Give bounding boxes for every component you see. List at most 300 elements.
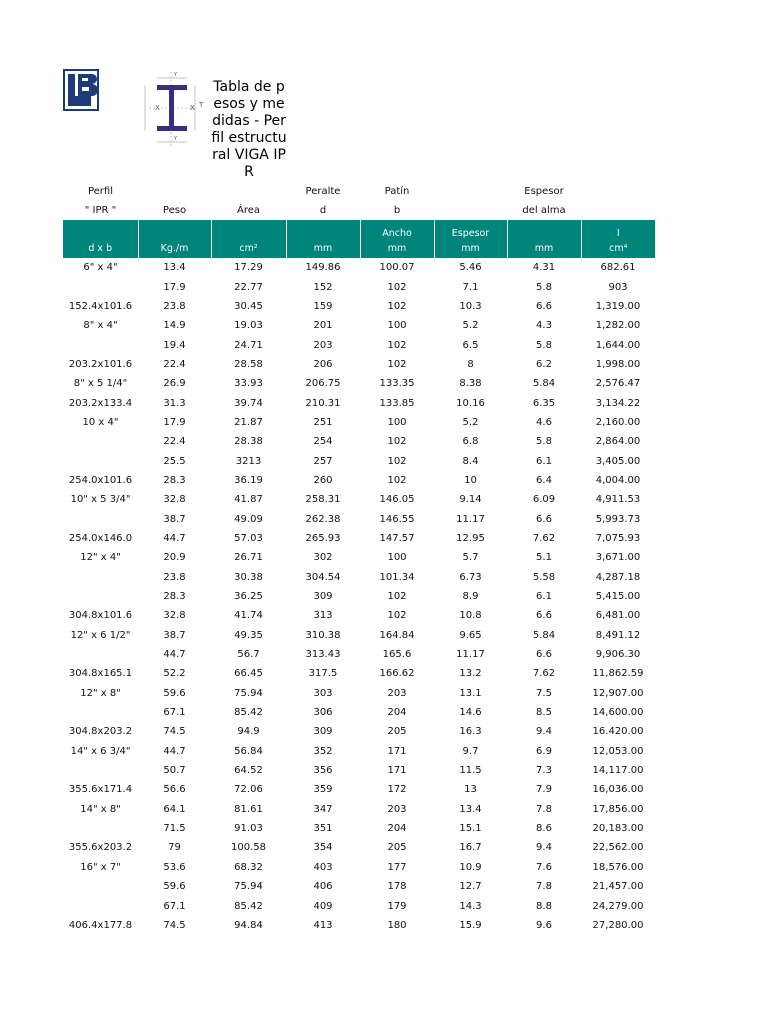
table-cell: 38.7 (163, 629, 186, 641)
table-row (63, 916, 655, 935)
table-cell: 41.87 (234, 494, 263, 506)
table-cell: 52.2 (163, 668, 186, 680)
table-cell: 100.58 (231, 842, 266, 854)
table-cell: 9.6 (536, 919, 552, 931)
table-cell: 149.86 (305, 262, 341, 274)
table-cell: 166.62 (379, 668, 415, 680)
table-cell: 3,134.22 (595, 397, 641, 409)
table-cell: 5,415.00 (595, 591, 641, 603)
table-cell: 147.57 (379, 532, 415, 544)
table-cell: 5.58 (532, 571, 556, 583)
table-cell: 403 (313, 861, 333, 873)
table-cell: 8.9 (462, 591, 479, 603)
table-cell: 23.8 (163, 300, 186, 312)
table-row (63, 780, 655, 799)
table-cell: 204 (387, 707, 407, 719)
table-cell: 16.7 (459, 842, 482, 854)
table-cell: 44.7 (163, 649, 186, 661)
table-cell: 36.19 (234, 474, 263, 486)
table-cell: 4.31 (532, 262, 556, 274)
table-cell: 56.84 (234, 745, 263, 757)
table-cell: 152.4x101.6 (68, 300, 133, 312)
header-cell: Espesor (524, 185, 564, 197)
company-logo (63, 69, 99, 111)
table-row (63, 587, 655, 606)
table-cell: 6.6 (536, 649, 552, 661)
table-cell: 22.4 (163, 358, 186, 370)
table-cell: 309 (313, 726, 333, 738)
table-cell: 8.5 (536, 707, 552, 719)
table-cell: 12" x 6 1/2" (70, 629, 131, 641)
header-cell: del alma (522, 205, 566, 216)
table-cell: 309 (313, 591, 333, 603)
table-cell: 102 (387, 358, 407, 370)
table-cell: 14.6 (459, 707, 482, 719)
header-cell: mm (360, 239, 434, 258)
header-cell (63, 220, 138, 239)
table-cell: 68.32 (234, 861, 263, 873)
table-row (63, 742, 655, 761)
table-cell: 91.03 (234, 823, 263, 835)
table-cell: 354 (313, 842, 333, 854)
table-cell: 5.8 (536, 436, 552, 448)
header-cell: d (319, 205, 327, 216)
table-row (63, 838, 655, 857)
table-row (63, 316, 655, 335)
table-cell: 254.0x101.6 (68, 474, 133, 486)
table-cell: 12" x 8" (80, 687, 121, 699)
table-cell: 7.9 (536, 784, 552, 796)
table-cell: 6.6 (536, 513, 552, 525)
table-cell: 205 (387, 842, 407, 854)
table-cell: 17.9 (163, 281, 186, 293)
table-cell: 16,036.00 (592, 784, 644, 796)
table-cell: 2,576.47 (595, 378, 641, 390)
table-cell: 165.6 (382, 649, 412, 661)
table-cell: 205 (387, 726, 407, 738)
table-cell: 30.45 (234, 300, 263, 312)
header-cell (138, 220, 211, 239)
table-cell: 8.4 (462, 455, 479, 467)
table-cell: 6,481.00 (595, 610, 641, 622)
table-cell: 10" x 5 3/4" (70, 494, 131, 506)
table-cell: 7.8 (536, 803, 552, 815)
table-cell (63, 568, 138, 587)
table-cell: 12,907.00 (592, 687, 644, 699)
table-cell: 31.3 (163, 397, 186, 409)
table-cell: 12" x 4" (80, 552, 121, 564)
table-cell: 56.7 (237, 649, 260, 661)
table-cell: 5.8 (536, 281, 552, 293)
table-cell: 81.61 (234, 803, 263, 815)
table-cell: 179 (387, 900, 407, 912)
table-cell: 24.71 (234, 339, 263, 351)
table-cell: 206 (313, 358, 333, 370)
table-cell: 16.3 (459, 726, 482, 738)
table-row (63, 335, 655, 354)
table-cell: 11,862.59 (592, 668, 644, 680)
table-cell: 102 (387, 591, 407, 603)
table-cell: 8.6 (536, 823, 552, 835)
table-cell: 260 (313, 474, 333, 486)
table-cell (63, 335, 138, 354)
table-cell: 19.03 (234, 320, 263, 332)
table-cell: 28.58 (234, 358, 263, 370)
table-cell: 352 (313, 745, 333, 757)
table-cell: 24,279.00 (592, 900, 644, 912)
table-cell: 180 (387, 919, 407, 931)
table-cell: 20.9 (163, 552, 186, 564)
table-cell: 7.6 (536, 861, 552, 873)
table-cell: 18,576.00 (592, 861, 644, 873)
table-row (63, 877, 655, 896)
table-cell: 203.2x133.4 (68, 397, 133, 409)
table-cell: 5.84 (532, 378, 556, 390)
table-cell: 59.6 (163, 881, 186, 893)
table-cell: 75.94 (234, 687, 263, 699)
header-cell (434, 181, 507, 201)
table-cell: 303 (313, 687, 333, 699)
table-cell: 206.75 (305, 378, 341, 390)
table-cell: 201 (313, 320, 333, 332)
table-cell (63, 645, 138, 664)
table-cell: 8" x 5 1/4" (73, 378, 128, 390)
table-cell (63, 509, 138, 528)
table-row (63, 722, 655, 741)
table-cell: 258.31 (305, 494, 341, 506)
header-cell: Espesor (434, 220, 507, 239)
header-cell (581, 181, 655, 201)
header-cell: b (393, 205, 401, 216)
table-cell: 4,004.00 (595, 474, 641, 486)
table-cell: 4.6 (536, 416, 552, 428)
table-cell: 7.5 (536, 687, 552, 699)
table-cell: 203.2x101.6 (68, 358, 133, 370)
header-cell: mm (507, 239, 581, 258)
table-cell: 172 (387, 784, 407, 796)
table-cell: 203 (387, 687, 407, 699)
table-cell: 164.84 (379, 629, 415, 641)
table-cell: 5,993.73 (595, 513, 641, 525)
table-cell: 15.1 (459, 823, 482, 835)
table-cell: 30.38 (234, 571, 263, 583)
table-cell: 9,906.30 (595, 649, 641, 661)
table-cell: 6.6 (536, 610, 552, 622)
table-cell: 6.9 (536, 745, 552, 757)
table-cell: 39.74 (234, 397, 263, 409)
table-cell: 9.4 (536, 842, 552, 854)
table-cell: 22,562.00 (592, 842, 644, 854)
table-cell: 12,053.00 (592, 745, 644, 757)
table-cell (63, 896, 138, 915)
table-cell: 310.38 (305, 629, 341, 641)
table-cell: 5.2 (462, 416, 479, 428)
table-cell: 53.6 (163, 861, 186, 873)
table-cell: 171 (387, 765, 407, 777)
header-cell: Patín (384, 185, 410, 197)
table-cell: 6.4 (536, 474, 552, 486)
table-row (63, 858, 655, 877)
table-cell: 254 (313, 436, 333, 448)
table-cell: 4.3 (536, 320, 552, 332)
table-cell: 356 (313, 765, 333, 777)
table-cell: 3,405.00 (595, 455, 641, 467)
table-cell: 32.8 (163, 610, 186, 622)
table-cell: 355.6x203.2 (68, 842, 133, 854)
table-cell: 74.5 (163, 726, 186, 738)
table-cell: 8 (467, 358, 474, 370)
header-cell: Kg./m (138, 239, 211, 258)
table-cell: 304.8x165.1 (68, 668, 133, 680)
table-cell: 8,491.12 (595, 629, 641, 641)
table-cell: 265.93 (305, 532, 341, 544)
table-cell: 72.06 (234, 784, 263, 796)
table-row (63, 432, 655, 451)
table-cell: 11.17 (456, 649, 485, 661)
diagram-label-x-left: X (155, 104, 160, 112)
table-cell: 8.38 (459, 378, 482, 390)
table-row (63, 626, 655, 645)
table-cell: 59.6 (163, 687, 186, 699)
table-cell: 12.95 (456, 532, 485, 544)
table-row (63, 277, 655, 296)
table-row (63, 896, 655, 915)
table-cell: 13 (464, 784, 477, 796)
table-cell: 101.34 (379, 571, 415, 583)
table-cell: 6.1 (536, 591, 552, 603)
table-cell: 204 (387, 823, 407, 835)
table-cell: 1,644.00 (595, 339, 641, 351)
table-cell: 20,183.00 (592, 823, 644, 835)
table-cell: 2,864.00 (595, 436, 641, 448)
header-row-4 (63, 239, 655, 258)
table-cell: 406.4x177.8 (68, 919, 133, 931)
table-cell: 12.7 (459, 881, 482, 893)
table-cell: 16" x 7" (80, 861, 121, 873)
header-cell: Peralte (305, 185, 341, 197)
table-cell: 79 (168, 842, 181, 854)
table-cell: 21.87 (234, 416, 263, 428)
table-cell: 203 (387, 803, 407, 815)
table-cell: 22.4 (163, 436, 186, 448)
table-cell: 146.55 (379, 513, 415, 525)
table-row (63, 374, 655, 393)
table-cell: 57.03 (234, 532, 263, 544)
table-cell: 11.17 (456, 513, 485, 525)
table-cell: 6.8 (462, 436, 479, 448)
header-cell: mm (286, 239, 360, 258)
table-cell: 25.5 (163, 455, 186, 467)
table-cell: 67.1 (163, 900, 186, 912)
table-cell: 102 (387, 474, 407, 486)
table-cell: 8.8 (536, 900, 552, 912)
header-row-1 (63, 181, 655, 201)
table-row (63, 471, 655, 490)
table-cell: 14" x 6 3/4" (70, 745, 131, 757)
table-cell (63, 819, 138, 838)
table-cell: 26.9 (163, 378, 186, 390)
table-cell: 22.77 (234, 281, 263, 293)
header-cell: mm (434, 239, 507, 258)
table-cell: 49.35 (234, 629, 263, 641)
table-cell (63, 451, 138, 470)
table-cell: 17,856.00 (592, 803, 644, 815)
header-cell: Perfil (87, 185, 113, 197)
table-cell: 203 (313, 339, 333, 351)
table-cell: 10 (464, 474, 477, 486)
table-row (63, 413, 655, 432)
table-cell: 10.8 (459, 610, 482, 622)
table-cell: 159 (313, 300, 333, 312)
table-cell: 6.09 (532, 494, 556, 506)
header-row-3 (63, 220, 655, 239)
header-cell: Área (236, 205, 260, 216)
table-cell: 19.4 (163, 339, 186, 351)
table-cell: 14,600.00 (592, 707, 644, 719)
table-cell: 177 (387, 861, 407, 873)
ipr-table (63, 181, 655, 935)
table-cell: 304.54 (305, 571, 341, 583)
table-cell: 3,671.00 (595, 552, 641, 564)
table-cell: 14.3 (459, 900, 482, 912)
table-body (63, 258, 655, 935)
header-cell (138, 181, 211, 201)
table-cell: 251 (313, 416, 333, 428)
table-row (63, 509, 655, 528)
table-cell: 26.71 (234, 552, 263, 564)
table-cell: 5.8 (536, 339, 552, 351)
ibeam-diagram (135, 70, 207, 150)
table-cell: 351 (313, 823, 333, 835)
table-row (63, 548, 655, 567)
table-row (63, 819, 655, 838)
table-cell: 254.0x146.0 (68, 532, 133, 544)
table-cell: 171 (387, 745, 407, 757)
header-cell: Peso (162, 205, 187, 216)
table-row (63, 761, 655, 780)
table-cell: 85.42 (234, 707, 263, 719)
table-cell: 317.5 (308, 668, 338, 680)
table-cell: 85.42 (234, 900, 263, 912)
table-cell: 13.4 (163, 262, 186, 274)
table-cell: 67.1 (163, 707, 186, 719)
table-cell: 8" x 4" (83, 320, 118, 332)
table-cell: 7.8 (536, 881, 552, 893)
table-cell: 100.07 (379, 262, 415, 274)
table-cell (63, 761, 138, 780)
header-cell (581, 201, 655, 220)
table-cell: 21,457.00 (592, 881, 644, 893)
header-cell (211, 220, 286, 239)
table-row (63, 684, 655, 703)
header-cell (286, 220, 360, 239)
table-row (63, 703, 655, 722)
table-cell: 13.1 (459, 687, 482, 699)
table-cell: 6.5 (462, 339, 479, 351)
table-row (63, 451, 655, 470)
table-cell: 27,280.00 (592, 919, 644, 931)
table-cell: 14,117.00 (592, 765, 644, 777)
table-cell: 102 (387, 281, 407, 293)
table-cell: 56.6 (163, 784, 186, 796)
header-cell: Ancho (360, 220, 434, 239)
table-cell: 17.29 (234, 262, 263, 274)
table-cell: 146.05 (379, 494, 415, 506)
table-cell: 28.3 (163, 591, 186, 603)
table-cell: 262.38 (305, 513, 341, 525)
table-cell: 75.94 (234, 881, 263, 893)
table-cell: 313 (313, 610, 333, 622)
table-cell: 5.7 (462, 552, 479, 564)
header-cell: cm² (211, 239, 286, 258)
table-row (63, 606, 655, 625)
table-cell: 71.5 (163, 823, 186, 835)
table-cell: 5.84 (532, 629, 556, 641)
table-cell: 14.9 (163, 320, 186, 332)
table-cell: 6.1 (536, 455, 552, 467)
table-cell: 102 (387, 339, 407, 351)
table-cell: 6.2 (536, 358, 552, 370)
table-cell: 102 (387, 300, 407, 312)
diagram-label-y-top: Y (174, 72, 178, 78)
table-cell: 17.9 (163, 416, 186, 428)
table-cell (63, 703, 138, 722)
table-cell: 100 (387, 552, 407, 564)
table-cell: 4,287.18 (595, 571, 641, 583)
table-cell: 16.420.00 (592, 726, 644, 738)
table-cell: 102 (387, 455, 407, 467)
table-cell: 306 (313, 707, 333, 719)
table-cell: 14" x 8" (80, 803, 121, 815)
table-cell: 102 (387, 436, 407, 448)
table-cell: 7.1 (462, 281, 479, 293)
table-cell: 133.85 (379, 397, 415, 409)
table-cell: 50.7 (163, 765, 186, 777)
table-cell: 6.35 (532, 397, 556, 409)
header-cell: I (581, 220, 655, 239)
table-cell: 6.73 (459, 571, 482, 583)
document-title: Tabla de pesos y medidas - Perfil estructural VIGA IPR (211, 79, 287, 180)
table-cell: 152 (313, 281, 333, 293)
table-cell: 304.8x203.2 (68, 726, 133, 738)
header-cell: " IPR " (84, 205, 117, 216)
table-row (63, 297, 655, 316)
diagram-label-y-bottom: Y (174, 136, 178, 142)
table-cell: 15.9 (459, 919, 482, 931)
table-cell: 13.4 (459, 803, 482, 815)
table-cell: 133.35 (379, 378, 415, 390)
header-cell: cm⁴ (581, 239, 655, 258)
table-cell: 23.8 (163, 571, 186, 583)
table-row (63, 800, 655, 819)
header-cell (211, 181, 286, 201)
table-cell: 413 (313, 919, 333, 931)
table-cell: 178 (387, 881, 407, 893)
table-cell: 7.62 (532, 532, 556, 544)
table-cell: 304.8x101.6 (68, 610, 133, 622)
table-cell: 9.14 (459, 494, 482, 506)
table-cell: 10.16 (456, 397, 485, 409)
table-cell (63, 432, 138, 451)
table-cell: 5.1 (536, 552, 552, 564)
table-cell: 100 (387, 416, 407, 428)
header-cell: d x b (63, 239, 138, 258)
table-cell: 10 x 4" (82, 416, 119, 428)
table-cell: 257 (313, 455, 333, 467)
table-cell: 1,319.00 (595, 300, 641, 312)
table-cell (63, 877, 138, 896)
table-cell (63, 587, 138, 606)
